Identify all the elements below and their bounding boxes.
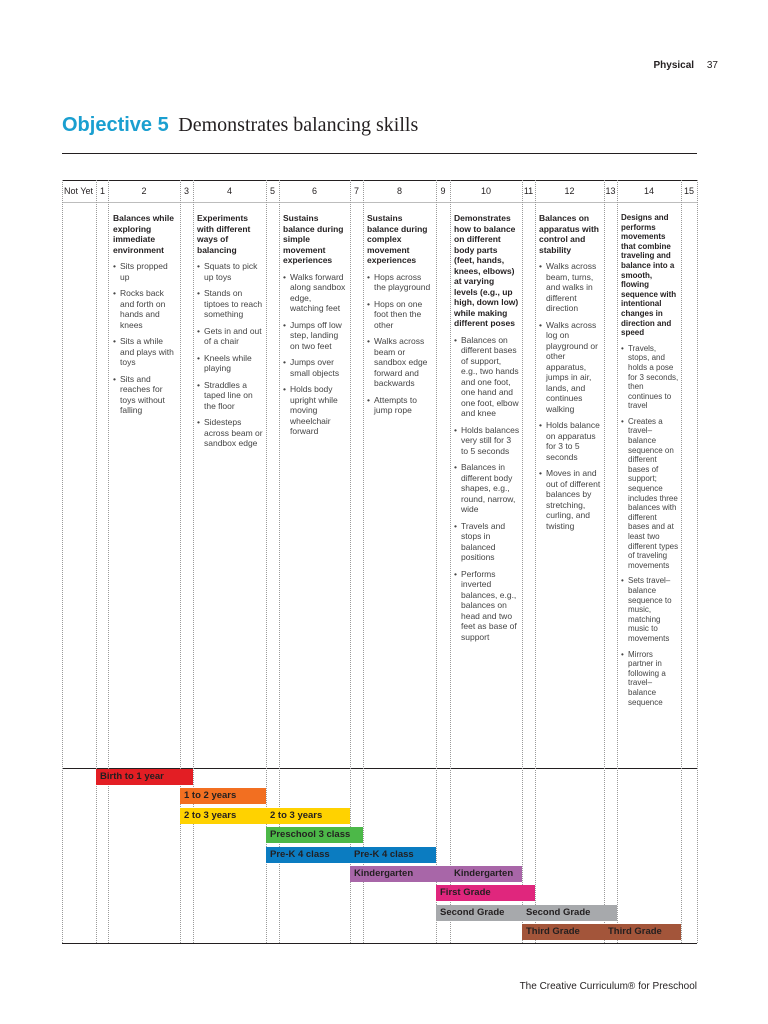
indicator-heading: Balances while exploring immediate environment <box>113 213 174 255</box>
example-item: • Holds balance on apparatus for 3 to 5 seconds <box>539 420 602 462</box>
indicator-column-14 <box>621 213 679 713</box>
indicator-heading: Demonstrates how to balance on different body parts (feet, hands, knees, elbows) at varying levels (e.g., up high, down low) while making different poses <box>454 213 519 328</box>
age-band-bar <box>450 866 522 882</box>
scale-number: 12 <box>564 186 575 196</box>
indicator-column-6 <box>283 213 347 443</box>
column-divider <box>193 180 194 943</box>
column-divider <box>108 180 109 943</box>
example-item: • Moves in and out of different balances by stretching, curling, and twisting <box>539 468 602 531</box>
title-divider <box>62 153 697 154</box>
page-title <box>62 114 418 137</box>
indicator-column-4 <box>197 213 263 455</box>
page-number: 37 <box>706 60 718 71</box>
indicator-column-12 <box>539 213 602 537</box>
example-item: • Sits and reaches for toys without falling <box>113 374 177 416</box>
example-item: • Gets in and out of a chair <box>197 326 263 347</box>
age-band-bar <box>180 788 266 804</box>
example-item: • Mirrors partner in following a travel–balance sequence <box>621 650 679 708</box>
scale-number: 1 <box>99 186 105 196</box>
age-band-label: Pre-K 4 class <box>270 849 330 860</box>
example-item: • Travels and stops in balanced positions <box>454 521 520 563</box>
objective-text: Demonstrates balancing skills <box>178 114 419 136</box>
example-list <box>113 261 177 416</box>
age-band-label: 2 to 3 years <box>184 810 237 821</box>
scale-number: 14 <box>643 186 654 196</box>
example-item: • Sits a while and plays with toys <box>113 336 177 368</box>
example-list <box>197 261 263 449</box>
indicator-heading: Experiments with different ways of balancing <box>197 213 251 255</box>
example-item: • Walks across log on playground or other apparatus, jumps in air, lands, and continues walking <box>539 320 602 415</box>
column-divider <box>535 180 536 943</box>
scale-number: 5 <box>269 186 275 196</box>
example-item: • Creates a travel–balance sequence on different bases of support; sequence includes three balances with different bases and at least two different types of traveling movements <box>621 417 679 571</box>
example-item: • Walks across beam or sandbox edge forward and backwards <box>367 336 433 389</box>
example-list <box>539 261 602 531</box>
example-item: • Kneels while playing <box>197 353 263 374</box>
column-divider <box>697 180 698 943</box>
indicator-heading: Sustains balance during simple movement experiences <box>283 213 344 265</box>
page-footer: The Creative Curriculum® for Preschool <box>519 981 697 992</box>
column-divider <box>681 180 682 943</box>
age-band-label: Pre-K 4 class <box>354 849 414 860</box>
age-band-label: Kindergarten <box>454 868 514 879</box>
example-list <box>454 335 520 643</box>
example-item: • Stands on tiptoes to reach something <box>197 288 263 320</box>
example-item: • Attempts to jump rope <box>367 395 433 416</box>
age-band-bar <box>604 924 681 940</box>
example-item: • Holds body upright while moving wheelchair forward <box>283 384 347 437</box>
age-band-label: Second Grade <box>526 907 591 918</box>
example-item: • Squats to pick up toys <box>197 261 263 282</box>
scale-number: 6 <box>311 186 317 196</box>
age-band-bar <box>266 827 363 843</box>
scale-row-rule <box>62 202 697 203</box>
indicator-heading: Balances on apparatus with control and stability <box>539 213 599 255</box>
page-header <box>654 60 719 71</box>
example-item: • Balances in different body shapes, e.g., round, narrow, wide <box>454 462 520 515</box>
age-band-label: Third Grade <box>526 926 580 937</box>
age-band-bar <box>522 905 617 921</box>
section-name: Physical <box>653 60 695 71</box>
column-divider <box>62 180 63 943</box>
example-item: • Jumps over small objects <box>283 357 347 378</box>
scale-number: 10 <box>480 186 491 196</box>
age-band-label: 2 to 3 years <box>270 810 323 821</box>
scale-number: 4 <box>226 186 232 196</box>
column-divider <box>604 180 605 943</box>
indicator-column-8 <box>367 213 433 422</box>
age-band-label: Second Grade <box>440 907 505 918</box>
column-divider <box>436 180 437 943</box>
scale-number: 3 <box>183 186 189 196</box>
example-item: • Holds balances very still for 3 to 5 seconds <box>454 425 520 457</box>
scale-number: 9 <box>440 186 446 196</box>
age-band-bar <box>266 847 350 863</box>
age-band-label: Birth to 1 year <box>100 771 164 782</box>
age-band-bar <box>96 769 193 785</box>
example-item: • Rocks back and forth on hands and knees <box>113 288 177 330</box>
table-bottom-rule <box>62 943 697 944</box>
scale-number: 11 <box>523 186 534 196</box>
column-divider <box>363 180 364 943</box>
column-divider <box>522 180 523 943</box>
age-band-bar <box>350 866 450 882</box>
example-item: • Sets travel–balance sequence to music, matching music to movements <box>621 576 679 643</box>
age-band-label: 1 to 2 years <box>184 790 237 801</box>
objective-number: Objective 5 <box>62 114 169 136</box>
age-band-label: Preschool 3 class <box>270 829 351 840</box>
example-list <box>367 272 433 416</box>
age-band-label: Third Grade <box>608 926 662 937</box>
age-band-bar <box>266 808 350 824</box>
table-top-rule <box>62 180 697 181</box>
example-item: • Balances on different bases of support, e.g., two hands and one foot, one hand and one foot, elbow and knee <box>454 335 520 419</box>
column-divider <box>617 180 618 943</box>
scale-number: 13 <box>605 186 616 196</box>
example-item: • Straddles a taped line on the floor <box>197 380 263 412</box>
example-item: • Sidesteps across beam or sandbox edge <box>197 417 263 449</box>
example-item: • Hops on one foot then the other <box>367 299 433 331</box>
scale-number: 15 <box>683 186 694 196</box>
example-item: • Performs inverted balances, e.g., balances on head and two feet as base of support <box>454 569 520 643</box>
scale-number: 2 <box>141 186 147 196</box>
age-band-label: First Grade <box>440 887 491 898</box>
indicator-heading: Sustains balance during complex movement experiences <box>367 213 428 265</box>
age-band-label: Kindergarten <box>354 868 414 879</box>
example-item: • Sits propped up <box>113 261 177 282</box>
example-item: • Walks across beam, turns, and walks in different direction <box>539 261 602 314</box>
example-item: • Jumps off low step, landing on two feet <box>283 320 347 352</box>
example-item: • Travels, stops, and holds a pose for 3 seconds, then continues to travel <box>621 344 679 411</box>
example-list <box>621 344 679 707</box>
column-divider <box>96 180 97 943</box>
age-band-bar <box>522 924 604 940</box>
age-band-bar <box>436 885 535 901</box>
example-list <box>283 272 347 437</box>
column-divider <box>450 180 451 943</box>
example-item: • Hops across the playground <box>367 272 433 293</box>
age-band-bar <box>436 905 522 921</box>
age-band-bar <box>350 847 436 863</box>
age-band-bar <box>180 808 266 824</box>
example-item: • Walks forward along sandbox edge, watching feet <box>283 272 347 314</box>
indicator-heading: Designs and performs movements that combine traveling and balance into a smooth, flowing sequence with intentional changes in direction and speed <box>621 213 677 338</box>
column-divider <box>180 180 181 943</box>
scale-number: 7 <box>353 186 359 196</box>
indicator-column-2 <box>113 213 177 422</box>
not-yet-label: Not Yet <box>64 186 94 196</box>
indicator-column-10 <box>454 213 520 648</box>
scale-number: 8 <box>396 186 402 196</box>
